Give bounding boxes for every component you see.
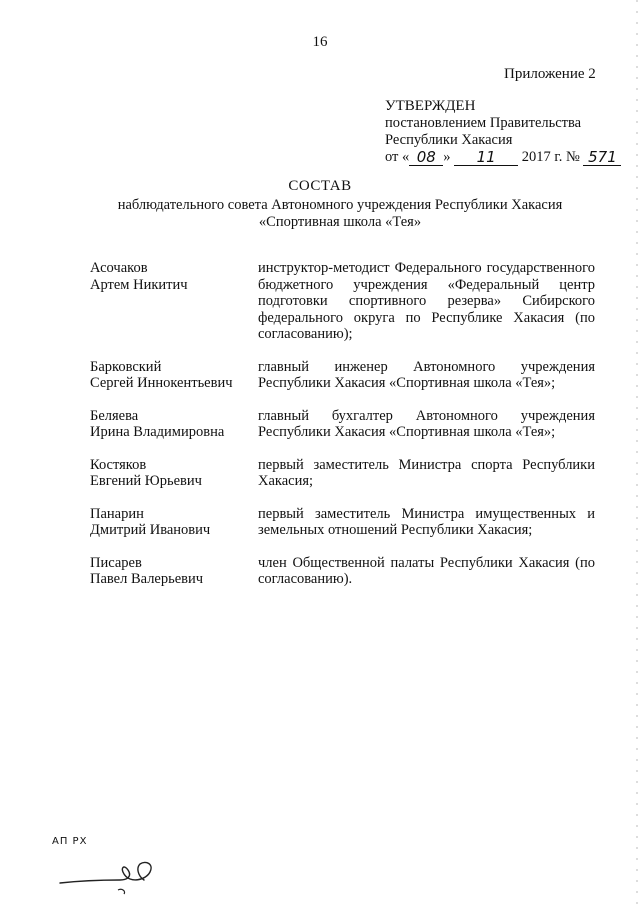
member-given-name: Артем Никитич	[90, 276, 188, 293]
member-role: главный инженер Автономного учреждения Республики Хакасия «Спортивная школа «Тея»;	[258, 358, 595, 391]
member-row	[90, 457, 595, 490]
member-given-name: Сергей Иннокентьевич	[90, 375, 233, 391]
signature-icon	[58, 850, 168, 900]
member-name	[90, 260, 258, 343]
member-name	[90, 408, 258, 441]
subtitle-line-2: «Спортивная школа «Тея»	[258, 214, 422, 230]
member-row	[90, 260, 595, 343]
subtitle-line-1: наблюдательного совета Автономного учреждения Республики Хакасия	[117, 197, 563, 213]
member-name	[90, 506, 258, 539]
approval-date-line	[385, 149, 621, 166]
member-given-name: Дмитрий Иванович	[90, 522, 211, 538]
member-given-name: Ирина Владимировна	[90, 424, 225, 440]
member-list	[90, 260, 595, 604]
page-number: 16	[312, 34, 328, 50]
member-row	[90, 555, 595, 588]
scan-edge-marks	[636, 0, 638, 905]
date-prefix: от «	[385, 149, 410, 165]
member-role: первый заместитель Министра имущественных и земельных отношений Республики Хакасия;	[258, 505, 595, 538]
approval-block	[385, 98, 621, 166]
stamp-text: АП РХ	[52, 836, 88, 847]
member-given-name: Павел Валерьевич	[90, 571, 204, 587]
member-surname: Костяков	[90, 456, 147, 473]
member-surname: Панарин	[90, 505, 144, 522]
member-row	[90, 506, 595, 539]
approval-line-2: Республики Хакасия	[385, 132, 513, 148]
member-surname: Писарев	[90, 554, 142, 571]
member-surname: Барковский	[90, 358, 162, 375]
appendix-label: Приложение 2	[504, 66, 596, 82]
member-role: инструктор-методист Федерального государственного бюджетного учреждения «Федеральный центр подготовки спортивного резерва» Сибирского федерального округа по Республике Хакасия (по согласованию);	[258, 260, 595, 342]
date-year: 2017 г. №	[521, 149, 580, 165]
date-month: 11	[454, 149, 518, 166]
date-mid: »	[443, 149, 451, 165]
document-number: 571	[583, 149, 621, 166]
member-surname: Беляева	[90, 407, 139, 424]
member-role: член Общественной палаты Республики Хакасия (по согласованию).	[258, 554, 595, 587]
document-title: СОСТАВ	[288, 178, 352, 194]
approval-line-1: постановлением Правительства	[385, 115, 582, 131]
approval-title: УТВЕРЖДЕН	[385, 98, 476, 114]
member-role: главный бухгалтер Автономного учреждения Республики Хакасия «Спортивная школа «Тея»;	[258, 407, 595, 440]
date-day: 08	[409, 149, 443, 166]
member-role: первый заместитель Министра спорта Республики Хакасия;	[258, 456, 595, 489]
member-name	[90, 359, 258, 392]
member-row	[90, 359, 595, 392]
member-row	[90, 408, 595, 441]
member-surname: Асочаков	[90, 260, 148, 276]
member-given-name: Евгений Юрьевич	[90, 473, 202, 489]
member-name	[90, 555, 258, 588]
member-name	[90, 457, 258, 490]
document-subtitle	[60, 197, 620, 231]
